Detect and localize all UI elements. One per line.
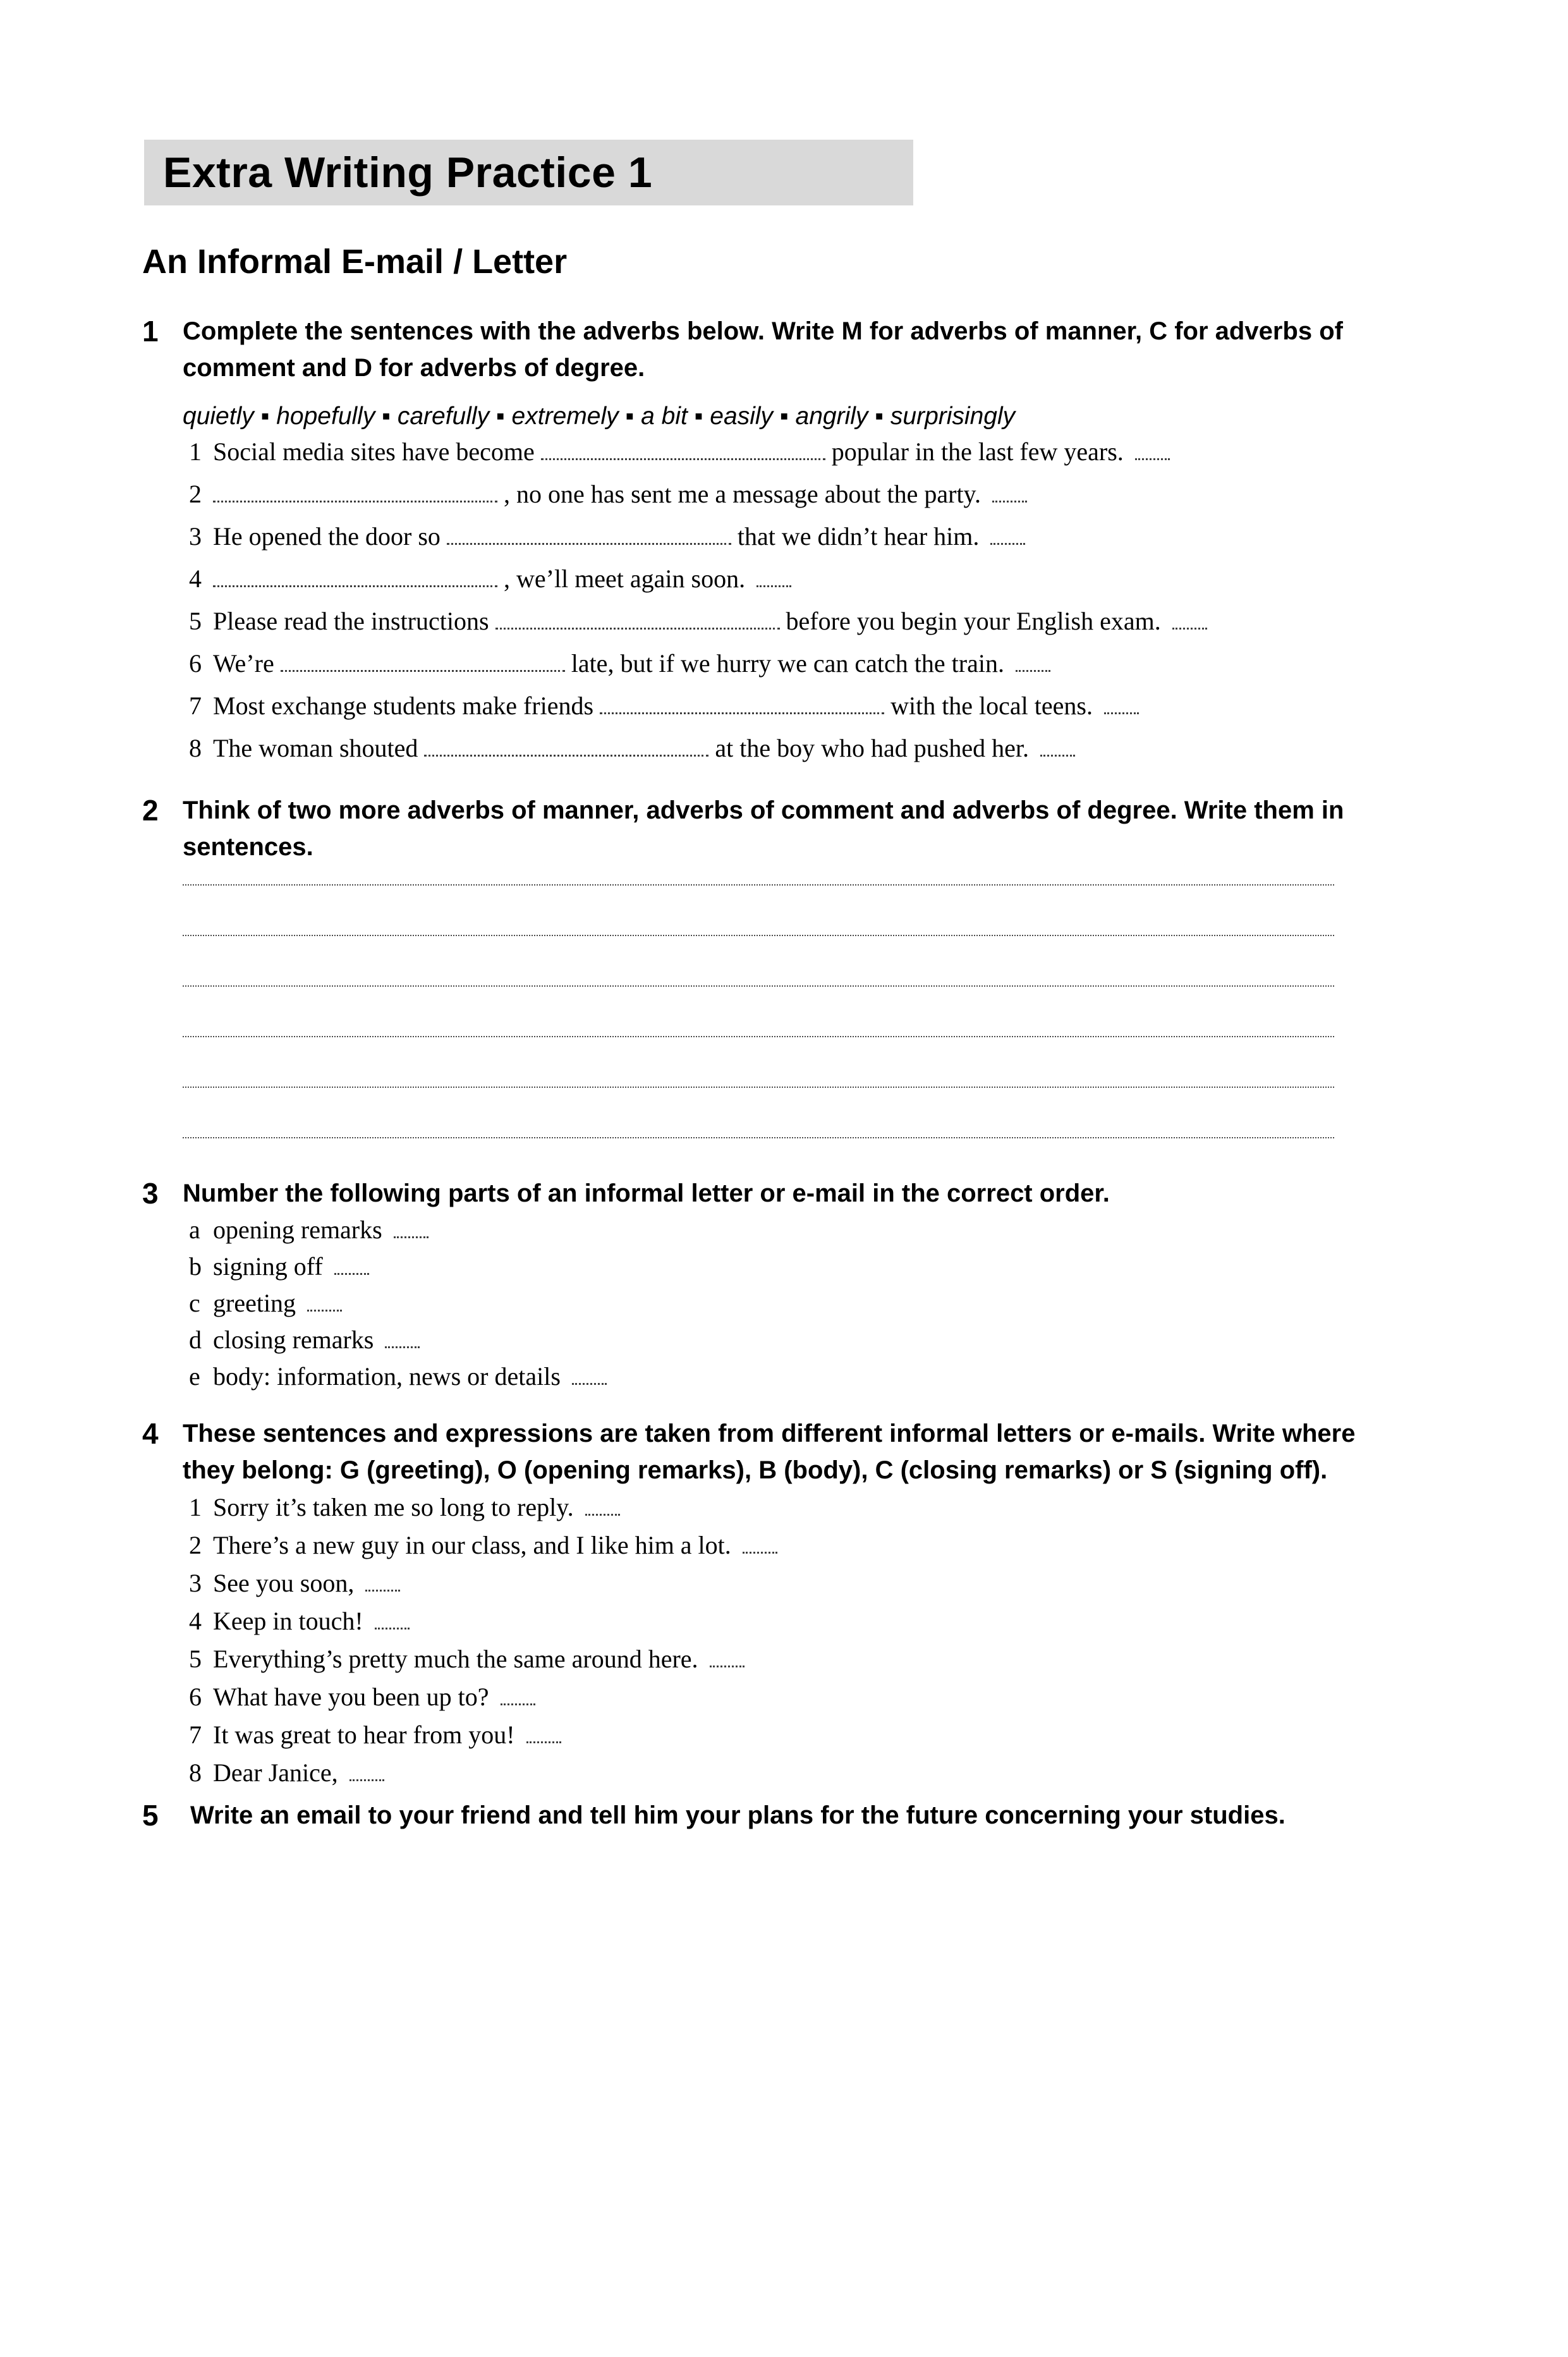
item-text: See you soon, [213,1564,1412,1602]
item-number: 3 [189,1569,202,1597]
category-blank [349,1766,384,1781]
exercise-5-number: 5 [142,1799,159,1832]
category-blank [585,1501,620,1516]
exercise1-item [183,515,1412,557]
exercise-2 [142,792,1429,1138]
category-blank [501,1690,535,1705]
exercise1-item [183,600,1412,642]
exercise3-item [183,1248,1412,1285]
category-blank [743,1538,777,1554]
page-title: Extra Writing Practice 1 [163,149,653,197]
exercise-3-body [183,1175,1412,1395]
exercise-4 [142,1415,1429,1792]
item-letter: d [189,1325,202,1354]
type-letter-blank [1172,614,1207,630]
exercise3-items [183,1212,1412,1395]
category-blank [710,1652,744,1667]
item-text: opening remarks [213,1212,1412,1248]
item-text: Everything’s pretty much the same around here. [213,1640,1412,1678]
answer-blank [213,487,497,502]
item-sentence: Most exchange students make friends with the local teens. [213,685,1412,727]
exercise3-item [183,1358,1412,1395]
exercise1-items [183,430,1412,769]
item-sentence: The woman shouted at the boy who had pushed her. [213,727,1412,769]
type-letter-blank [990,530,1025,545]
item-number: 2 [189,480,202,508]
exercise3-item [183,1212,1412,1248]
item-sentence: , we’ll meet again soon. [213,557,1412,600]
item-number: 4 [189,1607,202,1635]
item-sentence: We’re late, but if we hurry we can catch the train. [213,642,1412,685]
item-text: signing off [213,1248,1412,1285]
exercise4-item [183,1716,1412,1754]
type-letter-blank [1016,657,1050,672]
item-number: 3 [189,522,202,551]
exercise3-item [183,1322,1412,1358]
exercise1-item [183,557,1412,600]
item-text: It was great to hear from you! [213,1716,1412,1754]
item-number: 5 [189,607,202,635]
category-blank [526,1728,561,1743]
category-blank [375,1614,410,1629]
exercise1-item [183,430,1412,473]
item-letter: a [189,1215,200,1244]
exercise-5-body [190,1797,1419,1834]
exercise-1-instruction: Complete the sentences with the adverbs below. Write M for adverbs of manner, C for adverbs of comment and D for adverbs of degree. [183,317,1343,382]
exercise-3 [142,1175,1429,1395]
item-sentence: Social media sites have become popular in the last few years. [213,430,1412,473]
exercise3-item [183,1285,1412,1322]
answer-blank [541,445,825,460]
type-letter-blank [1104,699,1139,714]
item-number: 8 [189,1758,202,1787]
answer-blank [495,614,780,630]
item-number: 5 [189,1645,202,1673]
item-number: 6 [189,649,202,678]
item-sentence: He opened the door so that we didn’t hear him. [213,515,1412,557]
exercise-1 [142,313,1429,769]
exercise-4-number: 4 [142,1417,159,1450]
item-number: 8 [189,734,202,762]
item-text: There’s a new guy in our class, and I like him a lot. [213,1526,1412,1564]
order-blank [394,1223,428,1238]
item-text: What have you been up to? [213,1678,1412,1716]
writing-line [183,1137,1334,1138]
answer-blank [600,699,884,714]
exercise-1-number: 1 [142,315,159,348]
writing-line [183,1036,1334,1037]
item-text: closing remarks [213,1322,1412,1358]
type-letter-blank [992,487,1027,502]
exercise4-item [183,1602,1412,1640]
item-letter: e [189,1362,200,1391]
exercise1-item [183,473,1412,515]
header-band [144,140,913,205]
exercise-2-instruction: Think of two more adverbs of manner, adverbs of comment and adverbs of degree. Write them in sentences. [183,796,1344,861]
type-letter-blank [757,572,791,587]
exercise-1-body [183,313,1412,769]
item-letter: b [189,1252,202,1281]
writing-line [183,935,1334,936]
exercise-4-instruction: These sentences and expressions are taken from different informal letters or e-mails. Write where they belong: G (greeting), O (opening remarks), B (body), C (closing remarks) or S (signing off). [183,1420,1356,1484]
exercise1-item [183,727,1412,769]
item-number: 1 [189,1493,202,1521]
item-number: 2 [189,1531,202,1559]
answer-blank [281,657,565,672]
exercise4-item [183,1640,1412,1678]
type-letter-blank [1135,445,1170,460]
item-letter: c [189,1289,200,1317]
item-text: greeting [213,1285,1412,1322]
item-number: 6 [189,1683,202,1711]
item-number: 1 [189,437,202,466]
answer-blank [447,530,731,545]
order-blank [334,1260,369,1275]
item-text: Keep in touch! [213,1602,1412,1640]
word-bank: quietly ▪ hopefully ▪ carefully ▪ extremely ▪ a bit ▪ easily ▪ angrily ▪ surprisingly [183,403,1016,430]
order-blank [572,1370,607,1385]
exercise-2-number: 2 [142,794,159,827]
item-number: 7 [189,1721,202,1749]
exercise-3-number: 3 [142,1177,159,1210]
exercise-5-instruction: Write an email to your friend and tell him your plans for the future concerning your studies. [190,1801,1285,1829]
item-text: Sorry it’s taken me so long to reply. [213,1489,1412,1526]
item-number: 4 [189,564,202,593]
order-blank [385,1333,420,1348]
exercise4-items [183,1489,1412,1792]
exercise1-item [183,642,1412,685]
exercise-3-instruction: Number the following parts of an informal letter or e-mail in the correct order. [183,1179,1110,1207]
writing-line [183,985,1334,987]
exercise4-item [183,1489,1412,1526]
writing-line [183,884,1334,886]
exercise1-item [183,685,1412,727]
writing-line [183,1087,1334,1088]
exercise-4-body [183,1415,1412,1792]
answer-blank [213,572,497,587]
item-sentence: , no one has sent me a message about the party. [213,473,1412,515]
worksheet-page [0,140,1568,2357]
worksheet-subtitle: An Informal E-mail / Letter [142,243,568,281]
type-letter-blank [1040,741,1075,757]
item-number: 7 [189,691,202,720]
exercise4-item [183,1564,1412,1602]
exercise4-item [183,1526,1412,1564]
category-blank [365,1576,400,1592]
writing-lines [183,884,1412,1138]
item-sentence: Please read the instructions before you begin your English exam. [213,600,1412,642]
answer-blank [424,741,708,757]
exercise-5 [142,1797,1429,1834]
exercise-2-body [183,792,1412,1138]
item-text: body: information, news or details [213,1358,1412,1395]
exercise4-item [183,1678,1412,1716]
exercise4-item [183,1754,1412,1792]
item-text: Dear Janice, [213,1754,1412,1792]
order-blank [307,1296,342,1312]
